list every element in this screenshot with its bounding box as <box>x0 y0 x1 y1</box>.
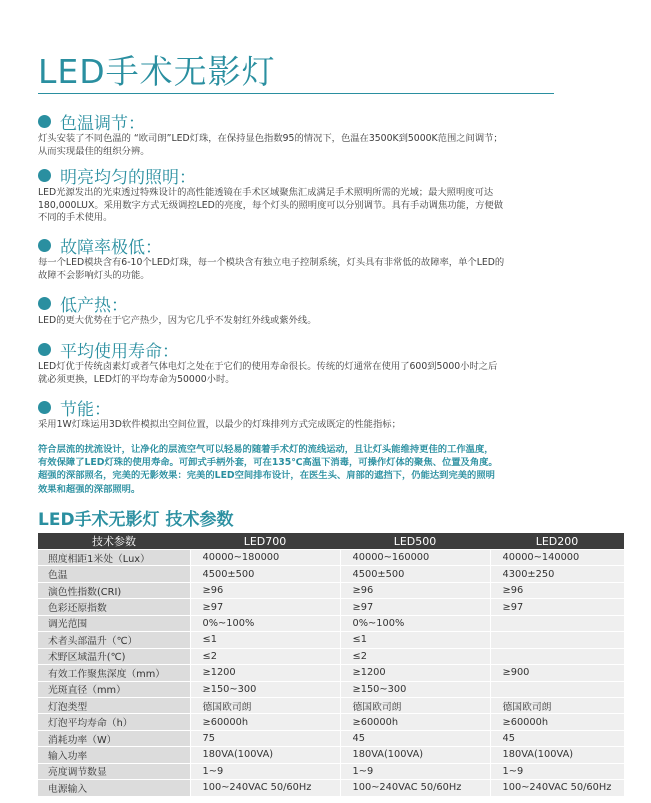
param-value-cell: 180VA(100VA) <box>190 747 340 763</box>
table-row <box>38 780 624 796</box>
param-label-cell: 有效工作聚焦深度（mm） <box>38 665 190 681</box>
table-row <box>38 747 624 763</box>
table-row <box>38 632 624 648</box>
bullet-icon <box>38 343 51 356</box>
body-line: 就必须更换，LED灯的平均寿命为50000小时。 <box>38 373 235 385</box>
param-label-cell: 灯泡类型 <box>38 697 190 713</box>
section-heading-text: 平均使用寿命： <box>60 341 179 362</box>
section-heading-text: 明亮均匀的照明： <box>60 167 196 188</box>
param-value-cell <box>490 615 624 631</box>
highlight-line: 有效保障了LED灯珠的使用寿命。可卸式手柄外套，可在135℃高温下消毒，可操作灯体的聚焦、位置及角度。 <box>38 457 498 469</box>
table-row <box>38 566 624 582</box>
param-value-cell <box>490 632 624 648</box>
table-row <box>38 582 624 598</box>
table-row <box>38 681 624 697</box>
spec-table <box>38 533 624 797</box>
param-value-cell: ≥97 <box>490 599 624 615</box>
header-cell: LED700 <box>190 533 340 550</box>
bullet-icon <box>38 401 51 414</box>
param-value-cell: ≤1 <box>190 632 340 648</box>
param-value-cell: 45 <box>490 730 624 746</box>
header-cell: LED500 <box>340 533 490 550</box>
body-line: LED光源发出的光束透过特殊设计的高性能透镜在手术区域聚焦汇成满足手术照明所需的光域；最大照明度可达 <box>38 187 494 198</box>
param-label-cell: 消耗功率（W） <box>38 730 190 746</box>
table-row <box>38 599 624 615</box>
bullet-icon <box>38 239 51 252</box>
param-value-cell: ≥1200 <box>340 665 490 681</box>
bullet-icon <box>38 297 51 310</box>
section-heading-text: 低产热： <box>60 295 128 316</box>
section-body <box>38 257 586 282</box>
table-row <box>38 697 624 713</box>
table-row <box>38 763 624 779</box>
param-label-cell: 亮度调节数显 <box>38 763 190 779</box>
table-row <box>38 714 624 730</box>
table-row <box>38 665 624 681</box>
section-heading <box>38 292 618 314</box>
body-line: 每一个LED模块含有6-10个LED灯珠，每一个模块含有独立电子控制系统，灯头具有非常低的故障率，单个LED的 <box>38 257 505 268</box>
section-service-life <box>38 338 618 386</box>
param-value-cell: ≥900 <box>490 665 624 681</box>
table-row <box>38 550 624 566</box>
section-heading-text: 色温调节： <box>60 113 145 134</box>
param-value-cell: ≤1 <box>340 632 490 648</box>
section-body <box>38 187 586 225</box>
param-value-cell: ≥60000h <box>490 714 624 730</box>
bullet-icon <box>38 169 51 182</box>
body-line: 180,000LUX。采用数字方式无级调控LED的亮度，每个灯头的照明度可以分别调节。具有手动调焦功能，方便做 <box>38 199 504 211</box>
param-value-cell: 100~240VAC 50/60Hz <box>490 780 624 796</box>
param-value-cell: ≥150~300 <box>340 681 490 697</box>
param-value-cell: 75 <box>190 730 340 746</box>
body-line: 故障不会影响灯头的功能。 <box>38 269 150 281</box>
param-label-cell: 演色性指数(CRI) <box>38 582 190 598</box>
section-heading <box>38 110 618 132</box>
param-value-cell: 40000~140000 <box>490 550 624 566</box>
param-value-cell: 180VA(100VA) <box>490 747 624 763</box>
body-line: 采用1W灯珠运用3D软件模拟出空间位置，以最少的灯珠排列方式完成既定的性能指标； <box>38 419 401 430</box>
param-value-cell <box>490 681 624 697</box>
param-value-cell: ≥150~300 <box>190 681 340 697</box>
section-heading <box>38 164 618 186</box>
param-value-cell: ≥96 <box>190 582 340 598</box>
section-heading <box>38 234 618 256</box>
section-heading-text: 节能： <box>60 399 111 420</box>
bullet-icon <box>38 115 51 128</box>
section-heading <box>38 396 618 418</box>
header-cell: 技术参数 <box>38 533 190 550</box>
highlight-line: 符合层流的扰流设计，让净化的层流空气可以轻易的随着手术灯的流线运动，且让灯头能维持更佳的工作温度， <box>38 444 494 455</box>
param-value-cell: ≤2 <box>340 648 490 664</box>
param-value-cell: 40000~180000 <box>190 550 340 566</box>
param-label-cell: 照度相距1米处（Lux） <box>38 550 190 566</box>
body-line: 不同的手术使用。 <box>38 212 113 223</box>
param-label-cell: 调光范围 <box>38 615 190 631</box>
table-header-row <box>38 533 624 550</box>
section-heading-text: 故障率极低： <box>60 237 162 258</box>
section-body <box>38 133 586 158</box>
section-energy-saving <box>38 396 618 432</box>
section-body <box>38 419 586 432</box>
param-value-cell: ≤2 <box>190 648 340 664</box>
param-label-cell: 色彩还原指数 <box>38 599 190 615</box>
param-value-cell: 1~9 <box>490 763 624 779</box>
param-value-cell: ≥1200 <box>190 665 340 681</box>
highlight-line: 效果和超强的深部照明。 <box>38 483 141 495</box>
param-value-cell: 4300±250 <box>490 566 624 582</box>
param-value-cell: 4500±500 <box>340 566 490 582</box>
param-value-cell: 4500±500 <box>190 566 340 582</box>
section-color-temperature <box>38 110 618 158</box>
highlight-paragraph <box>38 443 613 496</box>
param-value-cell: 德国欧司朗 <box>190 697 340 713</box>
param-value-cell: ≥97 <box>190 599 340 615</box>
section-bright-illumination <box>38 164 618 225</box>
param-value-cell: 100~240VAC 50/60Hz <box>190 780 340 796</box>
section-low-failure <box>38 234 618 282</box>
param-value-cell: ≥96 <box>340 582 490 598</box>
section-low-heat <box>38 292 618 328</box>
param-label-cell: 输入功率 <box>38 747 190 763</box>
param-label-cell: 电源输入 <box>38 780 190 796</box>
param-value-cell: 德国欧司朗 <box>490 697 624 713</box>
param-label-cell: 色温 <box>38 566 190 582</box>
param-value-cell: 45 <box>340 730 490 746</box>
title-divider <box>38 93 554 94</box>
param-value-cell: 40000~160000 <box>340 550 490 566</box>
body-line: LED灯优于传统卤素灯或者气体电灯之处在于它们的使用寿命很长。传统的灯通常在使用了600到5000小时之后 <box>38 361 498 372</box>
spec-table-body <box>38 550 624 797</box>
param-value-cell: 180VA(100VA) <box>340 747 490 763</box>
param-value-cell: ≥60000h <box>340 714 490 730</box>
param-value-cell <box>490 648 624 664</box>
param-value-cell: 0%~100% <box>190 615 340 631</box>
param-value-cell: ≥96 <box>490 582 624 598</box>
header-cell: LED200 <box>490 533 624 550</box>
section-body <box>38 315 586 328</box>
section-heading <box>38 338 618 360</box>
table-row <box>38 648 624 664</box>
body-line: LED的更大优势在于它产热少，因为它几乎不发射红外线或紫外线。 <box>38 315 317 326</box>
param-value-cell: 100~240VAC 50/60Hz <box>340 780 490 796</box>
section-body <box>38 361 586 386</box>
param-label-cell: 灯泡平均寿命（h） <box>38 714 190 730</box>
param-value-cell: ≥97 <box>340 599 490 615</box>
body-line: 从而实现最佳的组织分辨。 <box>38 145 150 157</box>
param-value-cell: ≥60000h <box>190 714 340 730</box>
highlight-line: 超强的深部照名，完美的无影效果：完美的LED空间排布设计，在医生头、肩部的遮挡下，仍能达到完美的照明 <box>38 470 495 482</box>
table-row <box>38 615 624 631</box>
param-label-cell: 光斑直径（mm） <box>38 681 190 697</box>
param-value-cell: 德国欧司朗 <box>340 697 490 713</box>
page-title: LED手术无影灯 <box>38 52 276 91</box>
param-value-cell: 0%~100% <box>340 615 490 631</box>
spec-table-title: LED手术无影灯 技术参数 <box>38 510 234 530</box>
param-label-cell: 术者头部温升（℃） <box>38 632 190 648</box>
param-value-cell: 1~9 <box>190 763 340 779</box>
body-line: 灯头安装了不同色温的 “欧司朗”LED灯珠，在保持显色指数95的情况下，色温在3500K到5000K范围之间调节； <box>38 133 503 144</box>
param-value-cell: 1~9 <box>340 763 490 779</box>
table-row <box>38 730 624 746</box>
param-label-cell: 术野区域温升(℃) <box>38 648 190 664</box>
